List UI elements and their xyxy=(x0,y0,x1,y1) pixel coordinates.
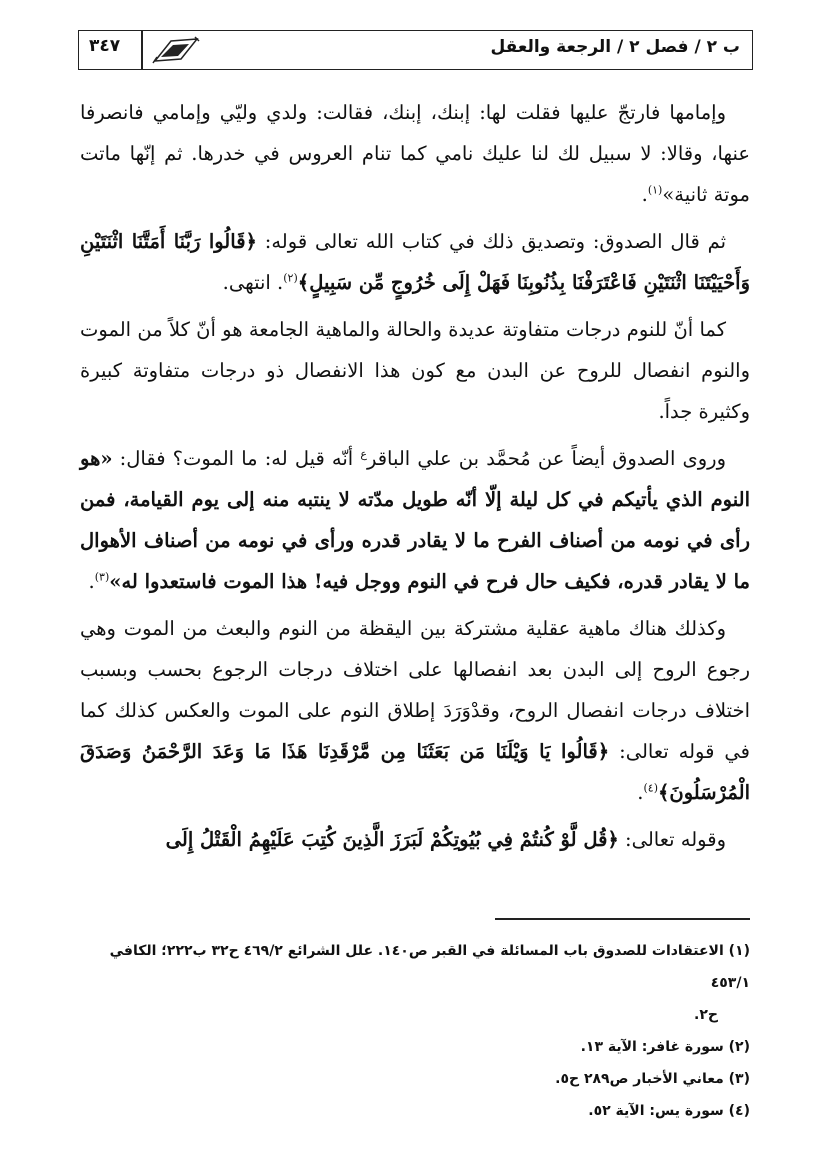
paragraph-4 xyxy=(80,438,750,602)
footnote-ref: (٤) xyxy=(643,781,658,795)
running-title: ب ٢ / فصل ٢ / الرجعة والعقل xyxy=(490,37,740,57)
paragraph-text: وإمامها فارتجّ عليها فقلت لها: إبنك، إبنك، فقالت: ولدي وليّي وإمامي فانصرفا عنها، وقالا: لا سبيل لك لنا عليك نامي كما تنام العروس في خدرها. ثم إنّها ماتت موتة ثانية» xyxy=(80,101,750,206)
main-text xyxy=(80,92,750,866)
footnote-ref: (٢) xyxy=(283,271,298,285)
footnote-continuation: ح٢. xyxy=(694,1007,718,1023)
header-divider xyxy=(141,31,143,69)
paragraph-end: . xyxy=(637,781,644,804)
honorific-mark: ع xyxy=(360,447,367,461)
quran-verse: ﴿قَالُوا رَبَّنَا أَمَتَّنَا اثْنَتَيْنِ وَأَحْيَيْتَنَا اثْنَتَيْنِ فَاعْتَرَفْنَا بِذُنُوبِنَا فَهَلْ إِلَى خُرُوجٍ مِّن سَبِيلٍ﴾ xyxy=(80,230,750,294)
quran-verse: ﴿قَالُوا يَا وَيْلَنَا مَن بَعَثَنَا مِن مَّرْقَدِنَا هَذَا مَا وَعَدَ الرَّحْمَنُ وَصَدَقَ الْمُرْسَلُونَ﴾ xyxy=(80,740,750,804)
footnote-ref: (٣) xyxy=(94,570,110,584)
paragraph-end: . xyxy=(88,570,95,593)
paragraph-5 xyxy=(80,608,750,813)
book-ornament-icon xyxy=(151,35,201,65)
quran-verse: ﴿قُل لَّوْ كُنتُمْ فِي بُيُوتِكُمْ لَبَرَزَ الَّذِينَ كُتِبَ عَلَيْهِمُ الْقَتْلُ إِلَى xyxy=(165,828,619,851)
paragraph-1 xyxy=(80,92,750,215)
paragraph-3: كما أنّ للنوم درجات متفاوتة عديدة والحالة والماهية الجامعة هو أنّ كلاً من الموت والنوم انفصال للروح عن البدن مع كون هذا الانفصال ذو درجات متفاوتة كبيرة وكثيرة جداً. xyxy=(80,318,750,423)
paragraph-text: وروى الصدوق أيضاً عن مُحمَّد بن علي الباقر xyxy=(366,447,726,470)
footnote-divider xyxy=(495,918,750,920)
paragraph-text: وكذلك هناك ماهية عقلية مشتركة بين اليقظة من النوم والبعث من الموت وهي رجوع الروح إلى البدن بعد انفصالها على اختلاف درجات الرجوع بحسب وبسبب اختلاف درجات انفصال الروح، وقدْوَرَدَ إطلاق النوم على الموت والعكس كذلك كما في قوله تعالى: xyxy=(80,617,750,763)
footnote-1 xyxy=(80,935,750,1031)
page-number: ٣٤٧ xyxy=(89,36,121,56)
paragraph-text: أنّه قيل له: ما الموت؟ فقال: xyxy=(112,447,361,470)
page-header xyxy=(78,30,753,70)
paragraph-text: وقوله تعالى: xyxy=(618,828,726,851)
paragraph-end: . xyxy=(641,183,648,206)
footnote-4: (٤) سورة يس: الآية ٥٢. xyxy=(588,1103,750,1119)
footnote-3: (٣) معاني الأخبار ص٢٨٩ ح٥. xyxy=(555,1071,750,1087)
paragraph-end: . انتهى. xyxy=(222,271,284,294)
footnote-text: (١) الاعتقادات للصدوق باب المسائلة في القبر ص١٤٠. علل الشرائع ٤٦٩/٢ ح٣٢ ب٢٢٢؛ الكافي ٤٥٣/١ xyxy=(109,943,750,991)
hadith-quote: «هو النوم الذي يأتيكم في كل ليلة إلّا أنّه طويل مدّته لا ينتبه منه إلى يوم القيامة، فمن رأى في نومه من أصناف الفرح ما لا يقادر قدره ورأى في نومه من أصناف الأهوال ما لا يقادر قدره، فكيف حال فرح في النوم ووجل فيه! هذا الموت فاستعدوا له» xyxy=(80,447,750,593)
footnote-ref: (١) xyxy=(647,183,663,197)
paragraph-text: ثم قال الصدوق: وتصديق ذلك في كتاب الله تعالى قوله: xyxy=(256,230,727,253)
footnotes xyxy=(80,935,750,1127)
paragraph-6 xyxy=(80,819,750,860)
footnote-2: (٢) سورة غافر: الآية ١٣. xyxy=(580,1039,750,1055)
paragraph-2 xyxy=(80,221,750,303)
